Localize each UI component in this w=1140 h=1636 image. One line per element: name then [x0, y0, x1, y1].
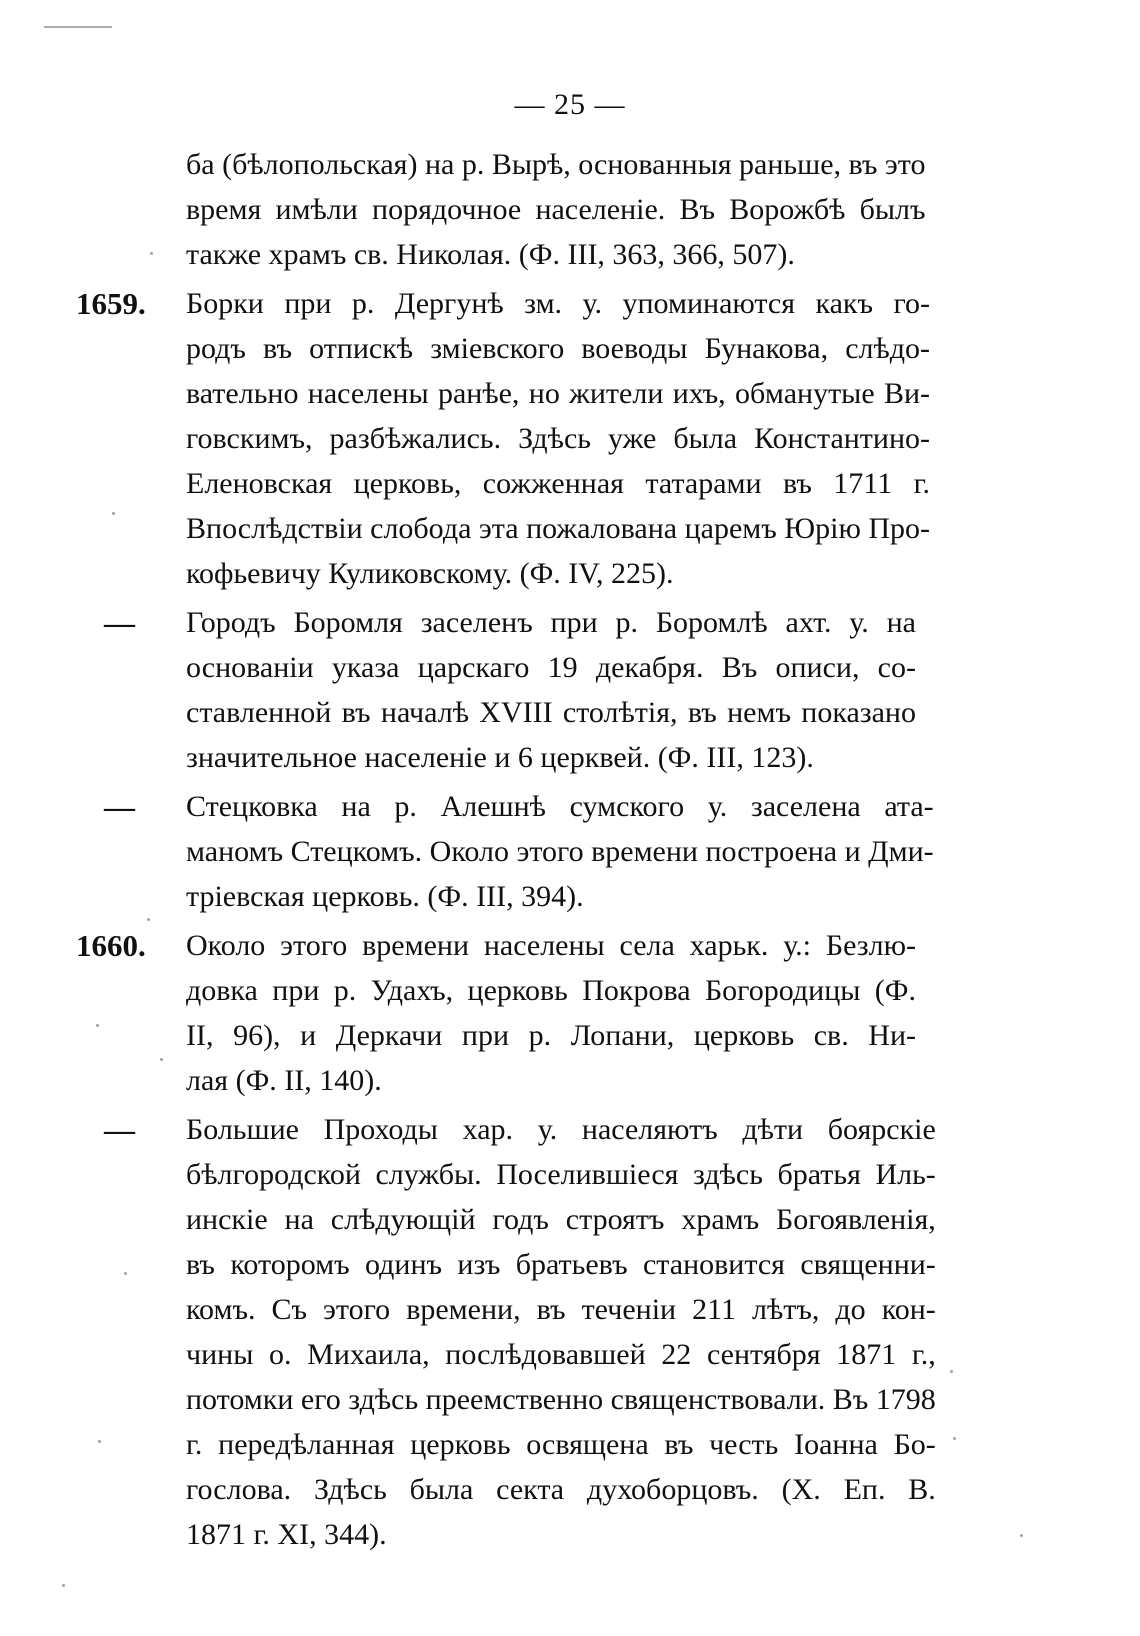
- scan-speck: [96, 1024, 99, 1027]
- entry-text: [186, 923, 916, 1103]
- text-line: комъ. Съ этого времени, въ теченіи 211 лѣтъ, до кон-: [186, 1293, 936, 1326]
- scan-speck: [98, 1440, 101, 1443]
- text-line: бѣлгородской службы. Поселившіеся здѣсь братья Иль-: [186, 1158, 936, 1191]
- chronicle-entry: [76, 600, 916, 780]
- text-line: инскіе на слѣдующій годъ строятъ храмъ Богоявленія,: [186, 1203, 936, 1236]
- entry-text: [186, 600, 916, 780]
- text-line: въ которомъ одинъ изъ братьевъ становится священни-: [186, 1248, 936, 1281]
- entry-dash: —: [104, 605, 135, 640]
- entry-dash: —: [104, 789, 135, 824]
- entry-year: 1660.: [76, 928, 146, 963]
- text-line: значительное населеніе и 6 церквей. (Ф. III, 123).: [186, 741, 814, 774]
- text-line: лая (Ф. II, 140).: [186, 1064, 382, 1097]
- text-line: II, 96), и Деркачи при р. Лопани, церковь св. Ни-: [186, 1019, 916, 1052]
- text-line: гослова. Здѣсь была секта духоборцовъ. (Х. Еп. В.: [186, 1473, 936, 1506]
- scan-speck: [150, 252, 153, 255]
- scan-speck: [112, 512, 115, 515]
- text-line: г. передѣланная церковь освящена въ честь Іоанна Бо-: [186, 1428, 936, 1461]
- text-line: говскимъ, разбѣжались. Здѣсь уже была Константино-: [186, 422, 931, 455]
- text-line: ставленной въ началѣ XVIII столѣтія, въ немъ показано: [186, 696, 916, 729]
- chronicle-entry: [76, 281, 931, 596]
- entry-text: [186, 1107, 936, 1557]
- chronicle-entry: [76, 784, 934, 919]
- entry-text: [186, 142, 926, 277]
- text-line: потомки его здѣсь преемственно священствовали. Въ 1798: [186, 1383, 936, 1416]
- text-line: ба (бѣлопольская) на р. Вырѣ, основанныя раньше, въ это: [186, 148, 926, 181]
- text-line: довка при р. Удахъ, церковь Покрова Богородицы (Ф.: [186, 974, 916, 1007]
- text-line: также храмъ св. Николая. (Ф. III, 363, 366, 507).: [186, 238, 795, 271]
- text-line: Еленовская церковь, сожженная татарами въ 1711 г.: [186, 467, 931, 500]
- scan-speck: [147, 918, 150, 921]
- text-line: время имѣли порядочное населеніе. Въ Ворожбѣ былъ: [186, 193, 926, 226]
- text-line: кофьевичу Куликовскому. (Ф. IV, 225).: [186, 557, 674, 590]
- text-line: Впослѣдствіи слобода эта пожалована царемъ Юрію Про-: [186, 512, 931, 545]
- text-line: основаніи указа царскаго 19 декабря. Въ описи, со-: [186, 651, 916, 684]
- text-line: 1871 г. XI, 344).: [186, 1518, 387, 1551]
- scan-corner-mark: [44, 26, 112, 28]
- chronicle-entry: [76, 142, 926, 277]
- entry-text: [186, 281, 930, 596]
- scan-speck: [124, 1272, 127, 1275]
- text-line: тріевская церковь. (Ф. III, 394).: [186, 880, 584, 913]
- entry-year: 1659.: [76, 286, 146, 321]
- entry-text: [186, 784, 934, 919]
- text-line: родъ въ отпискѣ зміевского воеводы Бунакова, слѣдо-: [186, 332, 931, 365]
- chronicle-entry: [76, 1107, 936, 1557]
- chronicle-entries: [76, 142, 936, 1561]
- text-line: Большие Проходы хар. у. населяютъ дѣти боярскіе: [186, 1113, 936, 1146]
- text-line: Стецковка на р. Алешнѣ сумского у. заселена ата-: [186, 790, 934, 823]
- scan-speck: [953, 1437, 956, 1440]
- page-number: — 25 —: [514, 88, 626, 121]
- text-line: Борки при р. Дергунѣ зм. у. упоминаются какъ го-: [186, 287, 931, 320]
- text-line: Городъ Боромля заселенъ при р. Боромлѣ ахт. у. на: [186, 606, 916, 639]
- text-line: маномъ Стецкомъ. Около этого времени построена и Дми-: [186, 835, 934, 868]
- scan-speck: [1020, 1534, 1023, 1537]
- text-line: вательно населены ранѣе, но жители ихъ, обманутые Ви-: [186, 377, 931, 410]
- chronicle-entry: [76, 923, 916, 1103]
- text-line: Около этого времени населены села харьк. у.: Безлю-: [186, 929, 916, 962]
- text-line: чины о. Михаила, послѣдовавшей 22 сентября 1871 г.,: [186, 1338, 936, 1371]
- scan-speck: [62, 1584, 65, 1587]
- scan-speck: [160, 1058, 163, 1061]
- scan-speck: [950, 1370, 953, 1373]
- entry-dash: —: [104, 1112, 135, 1147]
